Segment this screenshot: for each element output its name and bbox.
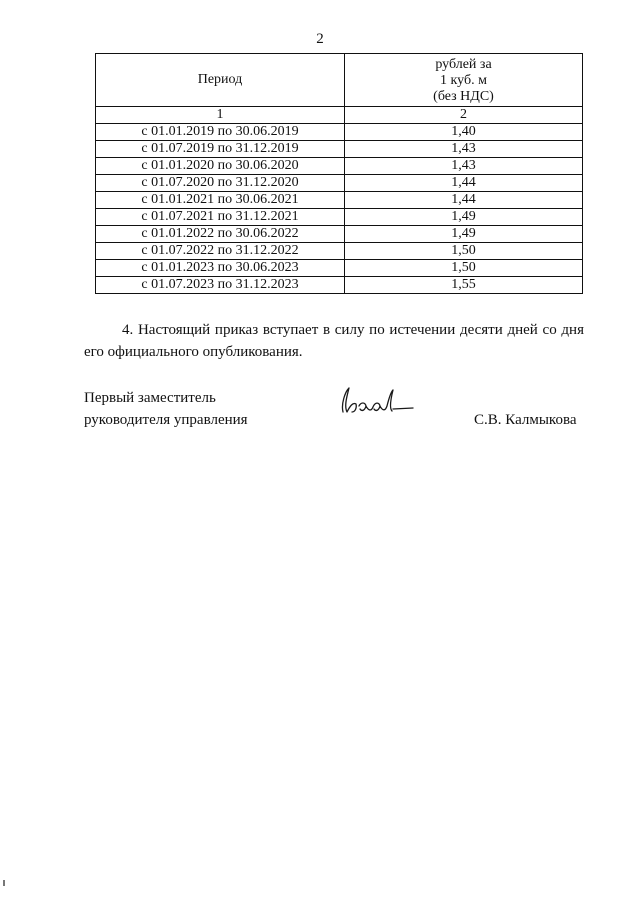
handwritten-signature [335,382,415,422]
price-header-line: (без НДС) [433,88,494,104]
period-cell: с 01.01.2020 по 30.06.2020 [96,158,345,175]
table-row [96,260,583,277]
period-cell: с 01.01.2022 по 30.06.2022 [96,226,345,243]
column-number-row [96,107,583,124]
price-cell: 1,49 [345,226,583,243]
table-row [96,175,583,192]
price-cell: 1,43 [345,141,583,158]
page-number: 2 [316,31,324,47]
price-cell: 1,49 [345,209,583,226]
price-cell: 1,40 [345,124,583,141]
price-cell: 1,50 [345,260,583,277]
column-number: 1 [96,107,345,124]
period-cell: с 01.01.2021 по 30.06.2021 [96,192,345,209]
table-header-row [96,54,583,107]
table-row [96,192,583,209]
table-row [96,277,583,294]
tariff-table-body [96,124,583,294]
table-row [96,209,583,226]
price-cell: 1,44 [345,175,583,192]
price-header-line: рублей за [435,56,492,72]
signatory-title-line: руководителя управления [84,412,248,428]
price-cell: 1,44 [345,192,583,209]
period-cell: с 01.07.2021 по 31.12.2021 [96,209,345,226]
price-header-line: 1 куб. м [440,72,487,88]
table-row [96,243,583,260]
period-cell: с 01.07.2019 по 31.12.2019 [96,141,345,158]
table-row [96,141,583,158]
table-row [96,124,583,141]
signatory-title-line: Первый заместитель [84,390,216,406]
price-column-header [345,54,583,107]
table-row [96,226,583,243]
period-cell: с 01.07.2022 по 31.12.2022 [96,243,345,260]
column-number: 2 [345,107,583,124]
signatory-title [84,387,248,431]
period-cell: с 01.01.2019 по 30.06.2019 [96,124,345,141]
margin-mark [3,880,5,886]
tariff-table [95,53,583,294]
table-row [96,158,583,175]
period-cell: с 01.01.2023 по 30.06.2023 [96,260,345,277]
effective-date-paragraph: 4. Настоящий приказ вступает в силу по истечении десяти дней со дня его официального опубликования. [84,322,584,360]
period-column-header: Период [96,54,345,107]
price-cell: 1,50 [345,243,583,260]
signatory-name: С.В. Калмыкова [474,412,577,428]
period-cell: с 01.07.2020 по 31.12.2020 [96,175,345,192]
period-cell: с 01.07.2023 по 31.12.2023 [96,277,345,294]
price-cell: 1,43 [345,158,583,175]
price-cell: 1,55 [345,277,583,294]
